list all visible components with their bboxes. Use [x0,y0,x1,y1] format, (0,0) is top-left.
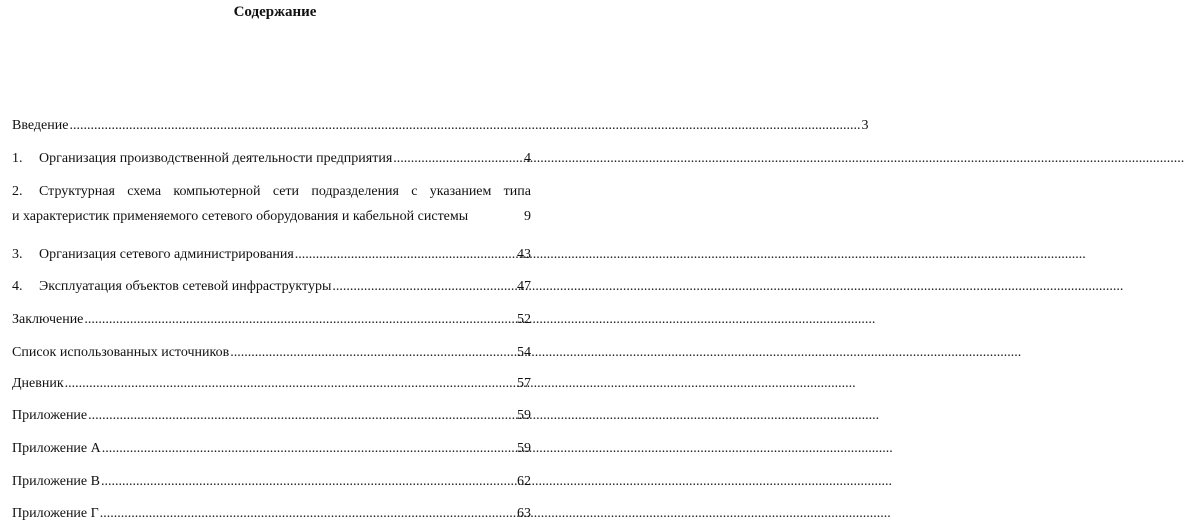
toc-entry-line-1 [12,184,531,200]
toc-entry-appendix-a[interactable] [12,441,531,457]
toc-entry-number: 3. [12,247,23,262]
toc-entry-number: 4. [12,279,23,294]
toc-entry-text: Приложение [12,408,88,423]
toc-entry-text: Структурная схема компьютерной сети подразделения с указанием типа [39,184,531,199]
toc-page-number: 57 [517,376,531,391]
toc-leader-dots [69,118,860,134]
toc-page-number: 59 [517,408,531,423]
toc-entry-section-3[interactable] [12,247,531,263]
toc-entry-section-2[interactable] [12,184,531,225]
toc-entry-diary[interactable] [12,376,531,392]
toc-entry-appendix[interactable] [12,408,531,424]
toc-entry-section-1[interactable] [12,151,531,167]
toc-page-number: 63 [517,506,531,521]
toc-leader-dots [393,151,523,167]
toc-entry-text: Эксплуатация объектов сетевой инфраструктуры [39,279,332,294]
toc-entry-text: Организация производственной деятельности предприятия [39,151,393,166]
toc-entry-text-continued: и характеристик применяемого сетевого оборудования и кабельной системы [12,209,469,224]
toc-entry-text: Заключение [12,312,84,327]
toc-page-number: 54 [517,345,531,360]
toc-entry-text: Дневник [12,376,64,391]
toc-leader-dots [100,506,516,522]
toc-entry-text: Приложение Г [12,506,99,521]
toc-entry-appendix-g[interactable] [12,506,531,522]
toc-entry-text: Введение [12,118,69,133]
toc-entry-appendix-v[interactable] [12,474,531,490]
toc-page-number: 52 [517,312,531,327]
toc-entry-sources[interactable] [12,345,531,361]
toc-leader-dots [88,408,516,424]
toc-page-number: 62 [517,474,531,489]
toc-page-number: 59 [517,441,531,456]
toc-entry-line-2 [12,209,531,225]
toc-entry-text: Список использованных источников [12,345,230,360]
toc-leader-dots [84,312,516,328]
toc-leader-dots [65,376,516,392]
toc-entry-text: Организация сетевого администрирования [39,247,294,262]
toc-entry-section-4[interactable] [12,279,531,295]
toc-leader-dots [230,345,516,361]
toc-page-number: 4 [524,151,531,166]
toc-entry-number: 1. [12,151,23,166]
toc-entry-number: 2. [12,184,23,199]
toc-leader-dots [102,441,516,457]
toc-entry-text: Приложение А [12,441,101,456]
toc-entry-introduction[interactable] [12,118,868,134]
toc-leader-dots [332,279,516,295]
toc-entry-text: Приложение В [12,474,100,489]
toc-entry-conclusion[interactable] [12,312,531,328]
toc-page-number: 47 [517,279,531,294]
page-title: Содержание [233,4,317,20]
toc-leader-dots [101,474,516,490]
toc-leader-dots [295,247,516,263]
toc-page-number: 43 [517,247,531,262]
toc-page-number: 3 [861,118,869,133]
toc-page-number: 9 [524,209,531,224]
